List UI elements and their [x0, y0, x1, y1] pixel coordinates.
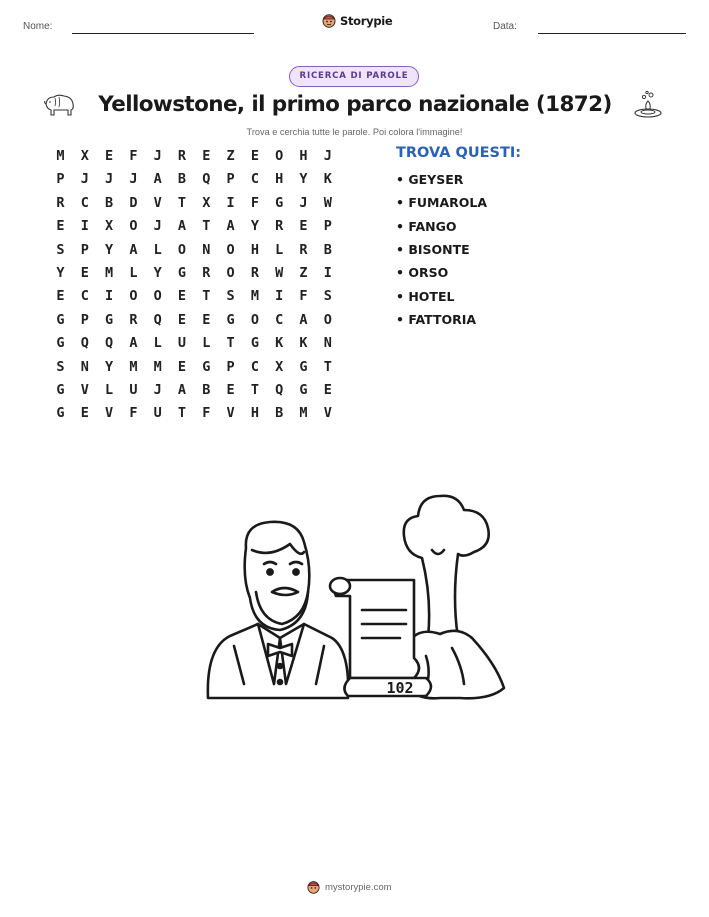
grid-letter: K	[323, 171, 332, 188]
grid-letter: O	[129, 218, 138, 235]
name-label: Nome:	[23, 21, 53, 32]
grid-letter: V	[80, 382, 89, 398]
grid-letter: P	[80, 311, 89, 328]
grid-letter: J	[129, 171, 138, 188]
grid-letter: C	[80, 194, 89, 211]
word-list-item: • FANGO	[396, 218, 457, 234]
grid-letter: P	[226, 171, 235, 188]
grid-letter: J	[153, 218, 162, 235]
grid-letter: Q	[80, 335, 89, 352]
grid-letter: U	[153, 405, 162, 422]
grid-letter: O	[226, 241, 235, 258]
grid-letter: O	[177, 241, 187, 258]
grid-letter: Y	[105, 241, 114, 258]
grid-letter: G	[299, 358, 308, 375]
grid-letter: G	[299, 382, 308, 398]
grid-letter: Q	[275, 382, 284, 398]
bison-icon	[42, 92, 76, 118]
grid-letter: A	[129, 241, 138, 258]
instructions: Trova e cerchia tutte le parole. Poi colora l'immagine!	[246, 127, 463, 137]
footer-url: mystorypie.com	[325, 881, 392, 893]
grid-letter: N	[80, 358, 89, 375]
grid-letter: G	[202, 358, 211, 375]
grid-letter: E	[56, 218, 65, 235]
grid-letter: E	[299, 218, 308, 235]
grid-letter: L	[129, 265, 138, 281]
geyser-icon	[632, 90, 664, 120]
grid-letter: F	[129, 405, 138, 422]
grid-letter: I	[105, 288, 114, 305]
activity-badge: RICERCA DI PAROLE	[289, 66, 419, 87]
grid-letter: C	[80, 288, 89, 305]
grid-letter: X	[105, 218, 114, 235]
brand-name: Storypie	[340, 13, 393, 28]
grid-letter: V	[105, 405, 114, 422]
coloring-illustration	[200, 488, 510, 708]
grid-letter: O	[129, 288, 138, 305]
grid-letter: R	[250, 265, 259, 281]
page-title: Yellowstone, il primo parco nazionale (1872)	[98, 92, 612, 117]
grid-letter: A	[153, 171, 162, 188]
footer	[307, 880, 392, 894]
grid-letter: I	[226, 194, 235, 211]
grid-letter: T	[202, 288, 211, 305]
grid-letter: E	[80, 265, 89, 281]
grid-letter: R	[299, 241, 308, 258]
word-list-item: • FATTORIA	[396, 311, 477, 327]
word-list-item: • ORSO	[396, 265, 449, 281]
grid-letter: M	[129, 358, 138, 375]
grid-letter: L	[105, 382, 114, 398]
word-list-item: • GEYSER	[396, 172, 464, 187]
grid-letter: G	[56, 382, 65, 398]
grid-letter: H	[250, 405, 259, 422]
grid-letter: R	[56, 194, 65, 211]
grid-letter: T	[226, 335, 235, 352]
grid-letter: E	[177, 358, 187, 375]
grid-letter: H	[275, 171, 284, 188]
grid-letter: Z	[299, 265, 308, 281]
grid-letter: S	[226, 288, 235, 305]
grid-letter: O	[250, 311, 259, 328]
grid-letter: Y	[105, 358, 114, 375]
grid-letter: L	[153, 241, 162, 258]
grid-letter: A	[226, 218, 235, 235]
grid-letter: W	[323, 194, 332, 211]
grid-letter: T	[250, 382, 259, 398]
date-label: Data:	[493, 21, 517, 32]
grid-letter: F	[299, 288, 308, 305]
grid-letter: I	[80, 218, 89, 235]
grid-letter: G	[56, 405, 65, 422]
grid-letter: P	[323, 218, 332, 235]
grid-letter: J	[299, 194, 308, 211]
grid-letter: N	[202, 241, 211, 258]
grid-letter: T	[177, 194, 187, 211]
grid-letter: R	[177, 148, 187, 164]
grid-letter: V	[153, 194, 162, 211]
grid-letter: B	[202, 382, 211, 398]
grid-letter: B	[105, 194, 114, 211]
storypie-mascot-icon	[307, 880, 320, 894]
grid-letter: J	[105, 171, 114, 188]
grid-letter: F	[202, 405, 211, 422]
grid-letter: E	[105, 148, 114, 164]
grid-letter: N	[323, 335, 332, 352]
grid-letter: E	[323, 382, 332, 398]
grid-letter: J	[153, 148, 162, 164]
grid-letter: O	[275, 148, 284, 164]
man-with-beard-icon	[208, 522, 348, 698]
grid-letter: Y	[153, 265, 162, 281]
grid-letter: Z	[226, 148, 235, 164]
grid-letter: R	[129, 311, 138, 328]
grid-letter: M	[250, 288, 259, 305]
grid-letter: V	[323, 405, 332, 422]
grid-letter: K	[275, 335, 284, 352]
grid-letter: M	[153, 358, 162, 375]
grid-letter: E	[177, 311, 187, 328]
grid-letter: U	[129, 382, 138, 398]
grid-letter: E	[202, 148, 211, 164]
grid-letter: X	[202, 194, 211, 211]
grid-letter: L	[275, 241, 284, 258]
word-list-item: • HOTEL	[396, 288, 455, 304]
grid-letter: S	[56, 241, 65, 258]
grid-letter: U	[177, 335, 187, 352]
grid-letter: O	[226, 265, 235, 281]
grid-letter: H	[299, 148, 308, 164]
storypie-mascot-icon	[322, 13, 336, 28]
grid-letter: A	[129, 335, 138, 352]
grid-letter: R	[275, 218, 284, 235]
grid-letter: L	[202, 335, 211, 352]
grid-letter: X	[80, 148, 89, 164]
grid-letter: J	[323, 148, 332, 164]
grid-letter: P	[56, 171, 65, 188]
name-line	[72, 33, 254, 34]
grid-letter: T	[323, 358, 332, 375]
grid-letter: R	[202, 265, 211, 281]
grid-letter: H	[250, 241, 259, 258]
grid-letter: T	[202, 218, 211, 235]
grid-letter: B	[177, 171, 187, 188]
grid-letter: Q	[153, 311, 162, 328]
grid-letter: M	[56, 148, 65, 164]
grid-letter: K	[299, 335, 308, 352]
grid-letter: X	[275, 358, 284, 375]
grid-letter: E	[226, 382, 235, 398]
grid-letter: E	[56, 288, 65, 305]
grid-letter: Y	[250, 218, 259, 235]
grid-letter: J	[80, 171, 89, 188]
grid-letter: I	[275, 288, 284, 305]
grid-letter: D	[129, 194, 138, 211]
grid-letter: E	[177, 288, 187, 305]
grid-letter: F	[250, 194, 259, 211]
grid-letter: C	[250, 358, 259, 375]
word-list-item: • BISONTE	[396, 241, 470, 257]
grid-letter: P	[80, 241, 89, 258]
grid-letter: F	[129, 148, 138, 164]
grid-letter: Q	[202, 171, 211, 188]
date-line	[538, 33, 686, 34]
grid-letter: A	[177, 382, 187, 398]
grid-letter: Y	[299, 171, 308, 188]
grid-letter: S	[323, 288, 332, 305]
grid-letter: O	[153, 288, 162, 305]
scroll-number: 102	[386, 679, 414, 697]
grid-letter: G	[177, 265, 187, 281]
grid-letter: Y	[56, 265, 65, 281]
grid-letter: M	[105, 265, 114, 281]
grid-letter: M	[299, 405, 308, 422]
grid-letter: E	[80, 405, 89, 422]
grid-letter: Q	[105, 335, 114, 352]
grid-letter: C	[275, 311, 284, 328]
grid-letter: G	[56, 311, 65, 328]
grid-letter: B	[275, 405, 284, 422]
grid-letter: E	[202, 311, 211, 328]
grid-letter: B	[323, 241, 332, 258]
grid-letter: I	[323, 265, 332, 281]
grid-letter: W	[275, 265, 284, 281]
grid-letter: A	[177, 218, 187, 235]
grid-letter: G	[250, 335, 259, 352]
grid-letter: E	[250, 148, 259, 164]
grid-letter: T	[177, 405, 187, 422]
grid-letter: C	[250, 171, 259, 188]
grid-letter: O	[323, 311, 332, 328]
grid-letter: P	[226, 358, 235, 375]
word-list-title: TROVA QUESTI:	[396, 145, 522, 161]
brand-logo	[322, 13, 392, 28]
grid-letter: V	[226, 405, 235, 422]
grid-letter: L	[153, 335, 162, 352]
grid-letter: G	[105, 311, 114, 328]
grid-letter: A	[299, 311, 308, 328]
grid-letter: G	[56, 335, 65, 352]
grid-letter: S	[56, 358, 65, 375]
grid-letter: J	[153, 382, 162, 398]
word-list-item: • FUMAROLA	[396, 195, 488, 211]
grid-letter: G	[226, 311, 235, 328]
grid-letter: G	[275, 194, 284, 211]
